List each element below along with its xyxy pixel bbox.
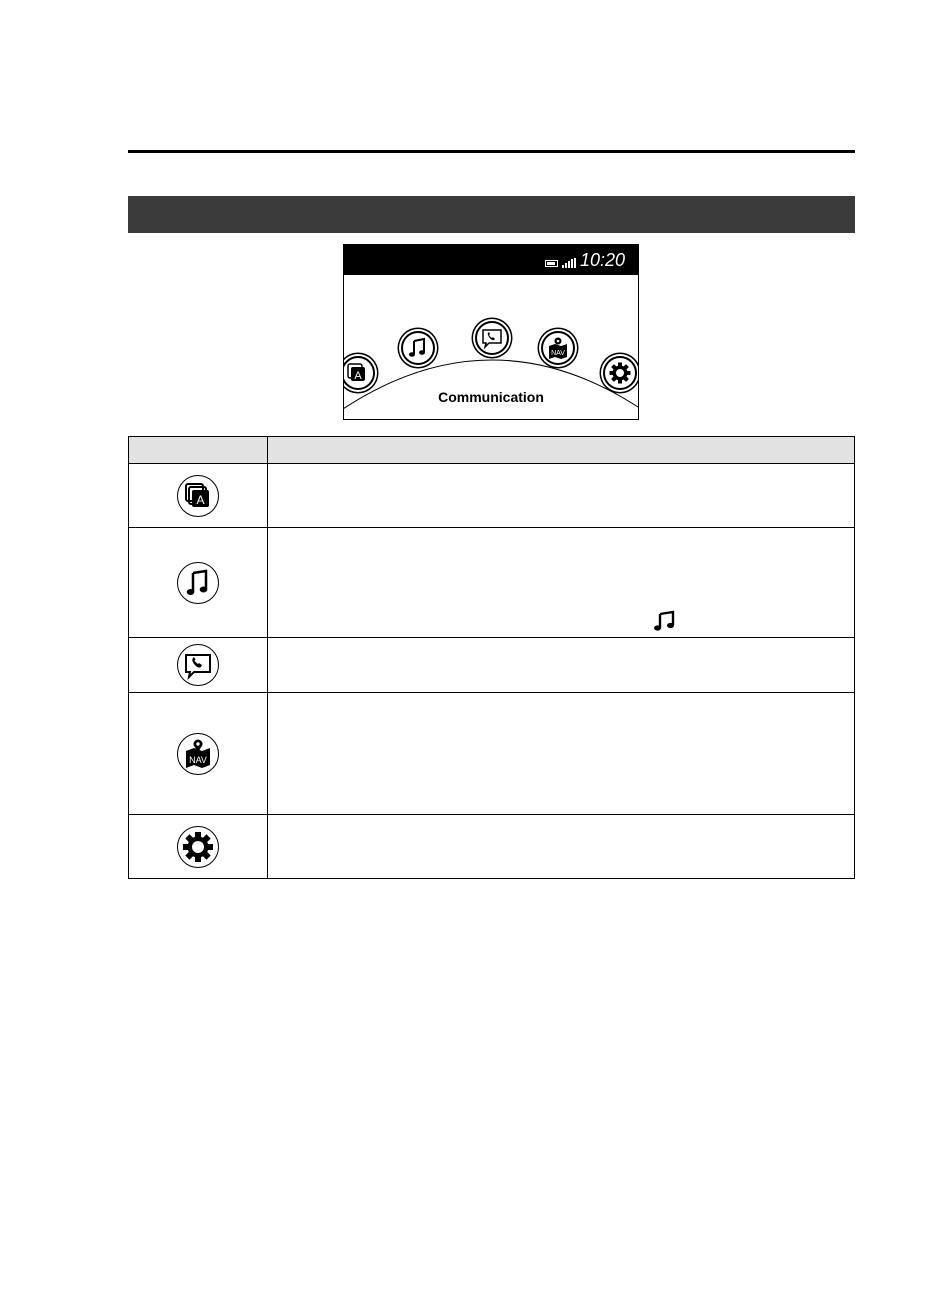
navigation-icon[interactable] xyxy=(541,331,575,365)
row-description xyxy=(268,638,855,693)
header-function-column xyxy=(268,437,855,464)
section-heading-bar xyxy=(128,196,855,233)
clock-time: 10:20 xyxy=(580,250,626,270)
icon-function-table xyxy=(128,436,855,879)
communication-icon[interactable] xyxy=(475,321,509,355)
table-row xyxy=(129,693,855,815)
applications-icon[interactable] xyxy=(343,356,375,390)
row-description xyxy=(268,464,855,528)
header-icon-column xyxy=(129,437,268,464)
svg-text:A: A xyxy=(354,370,362,382)
applications-icon xyxy=(177,475,219,517)
table-row xyxy=(129,528,855,638)
settings-icon[interactable] xyxy=(603,356,637,390)
row-description xyxy=(268,693,855,815)
svg-text:NAV: NAV xyxy=(189,754,207,765)
table-header-row xyxy=(129,437,855,464)
selected-menu-label: Communication xyxy=(438,389,544,405)
communication-icon xyxy=(177,644,219,686)
top-rule xyxy=(128,150,855,153)
music-note-icon xyxy=(653,609,677,631)
display-screen-illustration xyxy=(343,244,639,420)
navigation-icon xyxy=(177,733,219,775)
entertainment-icon[interactable] xyxy=(401,331,435,365)
svg-text:NAV: NAV xyxy=(551,350,565,357)
table-row xyxy=(129,638,855,693)
table-row xyxy=(129,815,855,879)
settings-icon xyxy=(177,826,219,868)
entertainment-icon xyxy=(177,562,219,604)
svg-text:A: A xyxy=(196,492,205,507)
row-description xyxy=(268,815,855,879)
table-row xyxy=(129,464,855,528)
